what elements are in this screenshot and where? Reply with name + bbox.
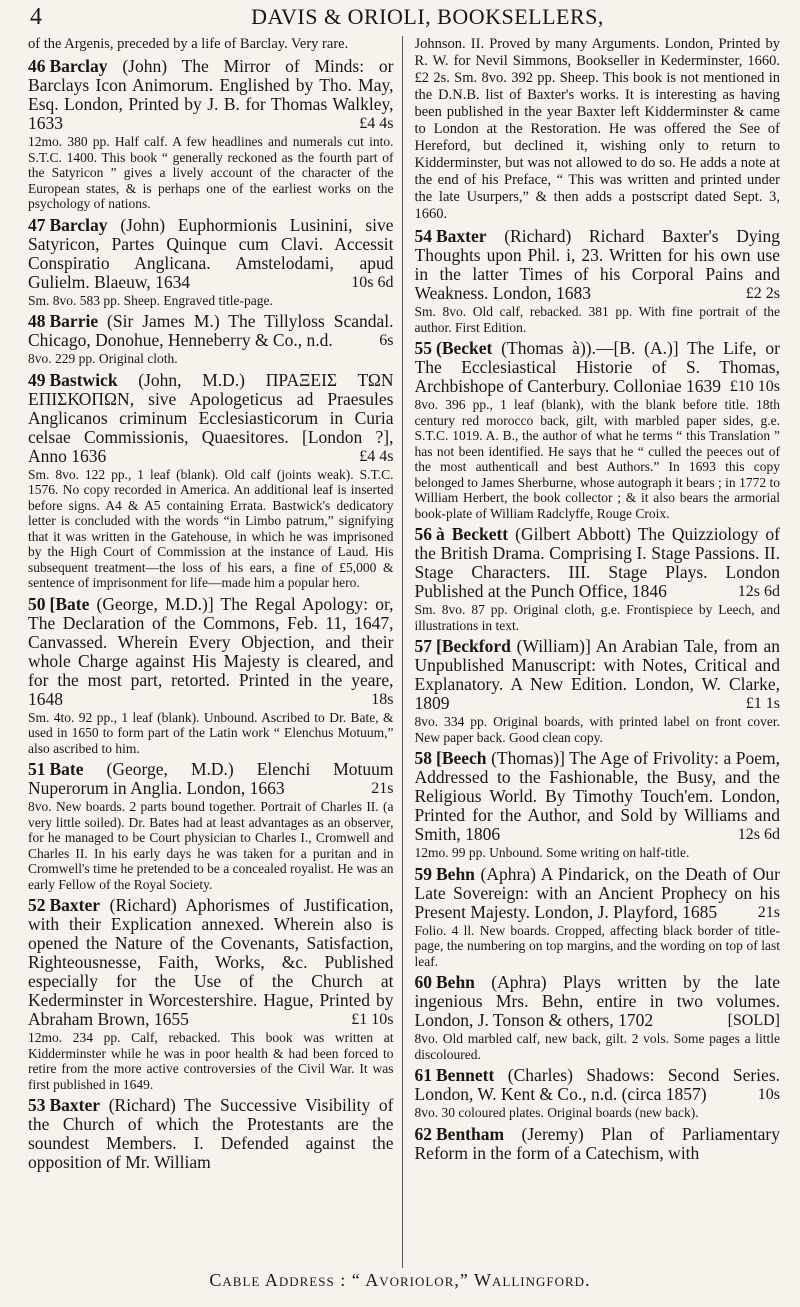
- entry-number: 46: [28, 56, 46, 76]
- entry-price: £1 1s: [745, 695, 780, 712]
- catalogue-entry: [28, 896, 394, 1092]
- entry-price: 6s: [379, 332, 394, 349]
- page-header: [30, 0, 785, 34]
- entry-author: à Beckett: [436, 524, 509, 544]
- page-number: 4: [30, 3, 42, 30]
- catalogue-entry: [28, 312, 394, 367]
- entry-author: Behn: [436, 972, 475, 992]
- entry-price: 21s: [371, 780, 394, 797]
- entry-description: 8vo. 229 pp. Original cloth.: [28, 351, 178, 366]
- entry-number: 57: [414, 636, 432, 656]
- entry-author: (Becket: [436, 338, 493, 358]
- catalogue-entry: [28, 595, 394, 757]
- entry-title: (Richard) Aphorismes of Justification, with their Explication annexed. Wherein also is opened the Nature of the Covenants, Satisfaction, Righteousnesse, Faith, Works, &c. Published especially for the Use of the Church at Kederminster in Worcestershire. Hague, Printed by Abraham Brown, 1655: [28, 895, 394, 1029]
- entry-heading: [415, 1066, 781, 1104]
- entry-heading: [415, 749, 781, 844]
- catalogue-entry: [415, 973, 781, 1062]
- entry-heading: [415, 339, 781, 396]
- entry-description: 8vo. 396 pp., 1 leaf (blank), with the blank before title. 18th century red morocco back, gilt, with marbled paper sides, g.e. S.T.C. 1019. A. B., the author of what he terms “ this Translation ” has not been identified. He says that he “ culled the peeces out of the most authenticall and best Authors.” In 1693 this copy belonged to James Sherburne, whose autograph it bears ; in 1772 to William Herbert, the book collector ; & it also bears the armorial book-plate of William Radclyffe, Rouge Croix.: [414, 397, 780, 521]
- entry-number: 56: [414, 524, 432, 544]
- entry-heading: [28, 595, 394, 709]
- entry-description: Sm. 8vo. 122 pp., 1 leaf (blank). Old calf (joints weak). S.T.C. 1576. No copy recorded in America. An additional leaf is inserted before signs. A4 & A5 containing Errata. Bastwick's dedicatory letter is concluded with the words “in Limbo patrum,” signifying that it was written in the Gatehouse, in which he was imprisoned by the High Court of Commission at the instance of Laud. His subsequent treatment—the loss of his ears, a fine of £5,000 & sentence of imprisonment for life—made him a popular hero.: [28, 466, 394, 590]
- catalogue-entry: [415, 227, 781, 335]
- entry-number: 51: [28, 759, 46, 779]
- entry-number: 60: [414, 972, 432, 992]
- entry-heading: [415, 973, 781, 1030]
- entry-title: (Sir James M.) The Tillyloss Scandal. Chicago, Donohue, Henneberry & Co., n.d.: [28, 311, 394, 350]
- entry-number: 55: [414, 338, 432, 358]
- entry-title: (William)] An Arabian Tale, from an Unpublished Manuscript: with Notes, Critical and Explanatory. A New Edition. London, W. Clarke, 1809: [414, 636, 780, 713]
- entry-heading: [415, 1125, 781, 1163]
- catalogue-entry: [28, 57, 394, 212]
- entry-author: Bennett: [436, 1065, 495, 1085]
- entry-author: Behn: [436, 863, 475, 884]
- entry-author: Bate: [49, 759, 84, 779]
- entry-description: Folio. 4 ll. New boards. Cropped, affecting black border of title-page, the numbering on top margins, and the wording on top of last leaf.: [414, 922, 780, 969]
- entry-description: 12mo. 234 pp. Calf, rebacked. This book was written at Kidderminster while he was in poor health & had been forced to retire from the more active controversies of the Civil War. It was first published in 1649.: [28, 1030, 394, 1092]
- entry-heading: [28, 371, 394, 466]
- entry-price: £10 10s: [729, 378, 780, 395]
- entry-author: Barclay: [49, 56, 108, 76]
- entry-heading: [28, 896, 394, 1029]
- right-continuation: Johnson. II. Proved by many Arguments. London, Printed by R. W. for Nevil Simmons, Bookseller in Kederminster, 1660. £2 2s. Sm. 8vo. 392 pp. Sheep. This book is not mentioned in the D.N.B. list of Baxter's works. It is interesting as having been published in the year Baxter left Kidderminster & came to London at the Restoration. He was offered the See of Hereford, but declined it, wishing only to return to Kidderminster, but was not allowed to do so. He adds a note at the end of his Preface, “ This was written and printed under the late Usurpers,” & then adds a postscript dated Sept. 3, 1660.: [414, 36, 780, 222]
- catalogue-entry: [28, 216, 394, 309]
- entry-price: 12s 6d: [737, 826, 780, 843]
- catalogue-entry: [415, 1125, 781, 1163]
- entry-title: (Thomas)] The Age of Frivolity: a Poem, Addressed to the Fashionable, the Busy, and the Religious World. By Timothy Touch'em. London, Printed for the Author, and Sold by Williams and Smith, 1806: [414, 748, 780, 844]
- catalogue-entry: [28, 760, 394, 892]
- left-continuation: of the Argenis, preceded by a life of Barclay. Very rare.: [28, 36, 349, 52]
- entry-description: Sm. 8vo. 583 pp. Sheep. Engraved title-page.: [28, 292, 273, 308]
- entry-heading: [28, 57, 394, 133]
- entry-price: 21s: [757, 903, 780, 921]
- entry-price: [SOLD]: [727, 1012, 780, 1029]
- entry-description: 8vo. 30 coloured plates. Original boards (new back).: [414, 1105, 699, 1120]
- entry-heading: [28, 216, 394, 292]
- entry-price: £4 4s: [359, 447, 394, 465]
- entry-price: £2 2s: [745, 285, 780, 302]
- entry-number: 59: [414, 863, 432, 884]
- entry-number: 61: [414, 1065, 432, 1085]
- entry-title: (Thomas à)).—[B. (A.)] The Life, or The Ecclesiastical Historie of S. Thomas, Archbishope of Canterbury. Colloniae 1639: [414, 338, 780, 396]
- entry-heading: [415, 227, 781, 303]
- entry-price: 12s 6d: [737, 583, 780, 600]
- entry-author: Bentham: [436, 1123, 505, 1144]
- entry-title: (Richard) The Successive Visibility of the Church of which the Protestants are the soundest Members. I. Defended against the opposition of Mr. William: [28, 1095, 394, 1172]
- catalogue-entry: [28, 371, 394, 591]
- catalogue-entry: [415, 525, 781, 633]
- entry-price: £1 10s: [351, 1011, 394, 1028]
- entry-heading: [28, 312, 394, 350]
- entry-price: 10s 6d: [351, 273, 394, 291]
- entry-author: Baxter: [49, 1095, 101, 1115]
- entry-author: [Bate: [49, 593, 90, 614]
- entry-description: Sm. 8vo. 87 pp. Original cloth, g.e. Frontispiece by Leech, and illustrations in text.: [414, 602, 780, 633]
- entry-description: 12mo. 380 pp. Half calf. A few headlines and numerals cut into. S.T.C. 1400. This book “ generally reckoned as the fourth part of the Satyricon ” gives a lively account of the character of the European states, & is perhaps one of the earliest works on the psychology of nations.: [28, 134, 394, 211]
- catalogue-entry: [415, 749, 781, 861]
- entry-price: 10s: [757, 1086, 780, 1103]
- catalogue-entry: [415, 1066, 781, 1121]
- entry-description: Sm. 8vo. Old calf, rebacked. 381 pp. With fine portrait of the author. First Edition.: [414, 304, 780, 335]
- entry-title: (Richard) Richard Baxter's Dying Thoughts upon Phil. i, 23. Written for his own use in the latter Times of his Corporal Pains and Weakness. London, 1683: [414, 226, 780, 303]
- entry-title: (John, M.D.) ΠΡΑΞΕΙΣ ΤΩΝ ΕΠΙΣΚΟΠΩΝ, sive Apologeticus ad Praesules Anglicanos criminum Ecclesiasticorum in Curia celsae Commissionis, Quaesitores. [London ?], Anno 1636: [28, 369, 394, 466]
- entry-author: Bastwick: [49, 369, 118, 390]
- entry-title: (Charles) Shadows: Second Series. London, W. Kent & Co., n.d. (circa 1857): [414, 1065, 780, 1104]
- left-column: [28, 36, 403, 1268]
- entry-title: (Gilbert Abbott) The Quizziology of the British Drama. Comprising I. Stage Passions. II. Stage Characters. III. Stage Plays. London Published at the Punch Office, 1846: [414, 524, 780, 601]
- entry-number: 53: [28, 1095, 46, 1115]
- entry-author: Barrie: [49, 311, 99, 331]
- entry-description: 8vo. 334 pp. Original boards, with printed label on front cover. New paper back. Good clean copy.: [414, 714, 780, 745]
- entry-number: 58: [414, 748, 432, 768]
- entry-title: (Aphra) Plays written by the late ingenious Mrs. Behn, entire in two volumes. London, J. Tonson & others, 1702: [414, 972, 780, 1030]
- entry-number: 54: [414, 226, 432, 246]
- entry-heading: [28, 1096, 394, 1172]
- catalogue-entry: [415, 339, 781, 521]
- entry-number: 50: [28, 593, 46, 614]
- entry-price: £4 4s: [359, 115, 394, 132]
- right-column: [415, 36, 781, 1268]
- entry-title: (George, M.D.)] The Regal Apology: or, The Declaration of the Commons, Feb. 11, 1647, Canvassed. Wherein Every Objection, and their whole Charge against His Majesty is cleared, and for the most part, retorted. Printed in the yeare, 1648: [28, 593, 394, 709]
- entry-title: (Aphra) A Pindarick, on the Death of Our Late Sovereign: with an Ancient Prophecy on his Present Majesty. London, J. Playford, 1685: [414, 863, 780, 922]
- cable-address-footer: Cable Address : “ Avoriolor,” Wallingford.: [209, 1270, 591, 1290]
- entry-number: 48: [28, 311, 46, 331]
- entry-description: 12mo. 99 pp. Unbound. Some writing on half-title.: [414, 845, 690, 860]
- entry-title: (George, M.D.) Elenchi Motuum Nuperorum in Anglia. London, 1663: [28, 759, 394, 798]
- entry-description: 8vo. Old marbled calf, new back, gilt. 2 vols. Some pages a little discoloured.: [414, 1031, 780, 1062]
- catalogue-entry: [415, 865, 781, 970]
- entry-heading: [415, 525, 781, 601]
- entry-heading: [415, 637, 781, 713]
- entry-title: (Jeremy) Plan of Parliamentary Reform in the form of a Catechism, with: [414, 1123, 780, 1163]
- entry-description: Sm. 4to. 92 pp., 1 leaf (blank). Unbound. Ascribed to Dr. Bate, & used in 1650 to form part of the Latin work “ Elenchus Motuum,” also ascribed to him.: [28, 709, 394, 756]
- entry-number: 52: [28, 895, 46, 915]
- entry-title: (John) Euphormionis Lusinini, sive Satyricon, Partes Quinque cum Clavi. Accessit Conspiratio Anglicana. Amstelodami, apud Gulielm. Blaeuw, 1634: [28, 214, 394, 292]
- entry-heading: [415, 865, 781, 922]
- entry-price: 18s: [371, 690, 394, 708]
- entry-author: [Beech: [436, 748, 487, 768]
- entry-number: 62: [414, 1123, 432, 1144]
- entry-author: [Beckford: [436, 636, 511, 656]
- entry-title: (John) The Mirror of Minds: or Barclays Icon Animorum. Englished by Tho. May, Esq. London, Printed by J. B. for Thomas Walkley, 1633: [28, 56, 394, 133]
- entry-number: 49: [28, 369, 46, 390]
- running-head: DAVIS & ORIOLI, BOOKSELLERS,: [251, 4, 604, 29]
- text-columns: [28, 36, 780, 1268]
- entry-heading: [28, 760, 394, 798]
- entry-author: Baxter: [436, 226, 487, 246]
- catalogue-entry: [415, 637, 781, 745]
- entry-description: 8vo. New boards. 2 parts bound together. Portrait of Charles II. (a very little soiled). Dr. Bates had at least advantages as an observer, for he managed to be Court physician to Charles I., Cromwell and Charles II. In his early days he was taken for a puritan and in Cromwell's time he pretended to be a concealed royalist. He was an early Fellow of the Royal Society.: [28, 799, 394, 892]
- catalogue-entry: [28, 1096, 394, 1172]
- entry-author: Baxter: [49, 895, 101, 915]
- entry-number: 47: [28, 214, 46, 235]
- entry-author: Barclay: [49, 214, 108, 235]
